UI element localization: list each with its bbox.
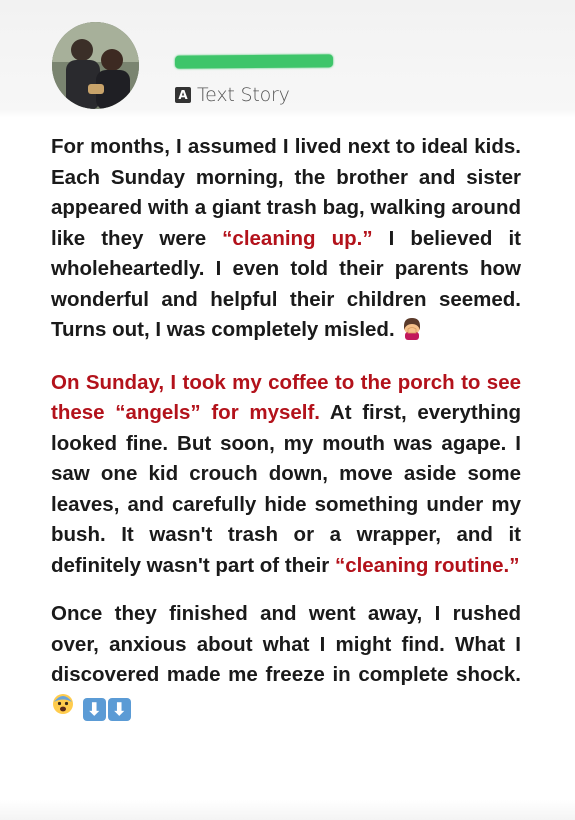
story-paragraph-1	[51, 132, 521, 350]
story-type-text: Text Story	[197, 84, 290, 106]
avatar-photo-icon	[52, 22, 139, 109]
highlighted-text: On Sunday, I took my coffee to the porch to see these “angels” for myself.	[51, 370, 521, 424]
down-arrow-icon: ⬇	[83, 698, 106, 721]
story-body	[51, 132, 521, 743]
redacted-author-name	[175, 54, 333, 68]
text-segment: For months, I assumed I lived next to ideal kids. Each Sunday morning, the brother and sister appeared with a giant trash bag, walking around like they were	[51, 135, 521, 250]
story-type-label	[175, 84, 290, 106]
highlighted-text: “cleaning up.”	[222, 226, 373, 250]
text-segment: I believed it wholeheartedly. I even told their parents how wonderful and helpful their children seemed. Turns out, I was completely misled.	[51, 226, 521, 341]
facepalm-emoji-icon	[400, 316, 424, 350]
author-avatar[interactable]	[52, 22, 139, 109]
text-segment: Once they finished and went away, I rushed over, anxious about what I might find. What I discovered made me freeze in complete shock.	[51, 602, 521, 686]
text-story-icon: A	[175, 87, 191, 103]
fearful-face-emoji-icon	[51, 692, 75, 726]
text-segment: At first, everything looked fine. But soon, my mouth was agape. I saw one kid crouch down, move aside some leaves, and carefully hide something under my bush. It wasn't trash or a wrapper, and it definitely wasn't part of their	[51, 401, 521, 577]
story-paragraph-3	[51, 599, 521, 725]
story-paragraph-2	[51, 368, 521, 582]
down-arrow-icon: ⬇	[108, 698, 131, 721]
story-header	[0, 0, 575, 118]
highlighted-text: “cleaning routine.”	[334, 553, 520, 577]
